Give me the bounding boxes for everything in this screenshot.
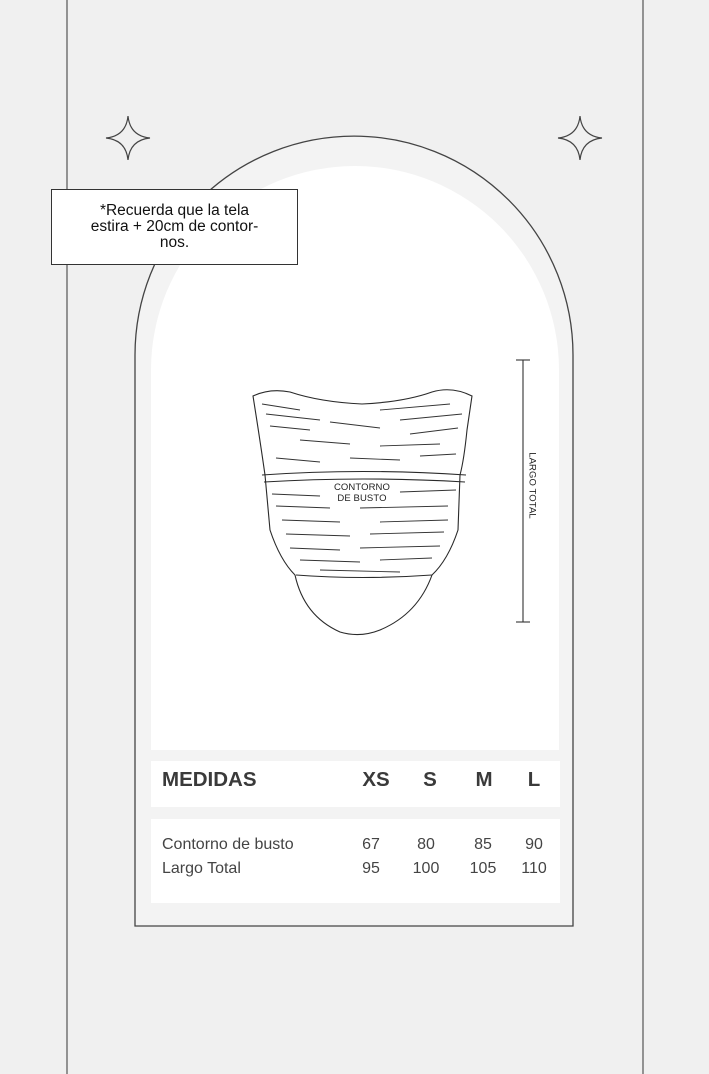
bust-label-line-2: DE BUSTO (337, 493, 387, 504)
total-length-label: LARGO TOTAL (526, 452, 538, 519)
row-label: Contorno de busto (162, 836, 294, 853)
row-value: 105 (469, 860, 497, 877)
row-value: 90 (525, 836, 543, 853)
table-title: MEDIDAS (162, 768, 257, 791)
note-line-1: *Recuerda que la tela (99, 202, 250, 219)
sparkle-icon (106, 116, 150, 160)
fabric-stretch-note (51, 189, 298, 265)
bust-label-line-1: CONTORNO (333, 482, 391, 493)
size-xs-header: XS (362, 768, 390, 791)
row-label: Largo Total (162, 860, 241, 877)
table-row (151, 833, 560, 857)
size-table-header (151, 761, 560, 807)
size-m-header: M (475, 768, 493, 791)
size-table-body (151, 819, 560, 903)
sparkle-icon (558, 116, 602, 160)
note-line-2: estira + 20cm de contor- (90, 218, 259, 235)
row-value: 85 (474, 836, 492, 853)
note-line-3: nos. (159, 234, 190, 251)
size-s-header: S (423, 768, 437, 791)
row-value: 95 (362, 860, 380, 877)
row-value: 100 (412, 860, 440, 877)
bust-contour-label (322, 482, 402, 504)
row-value: 80 (417, 836, 435, 853)
table-row (151, 857, 560, 881)
row-value: 67 (362, 836, 380, 853)
size-l-header: L (527, 768, 541, 791)
row-value: 110 (521, 860, 547, 877)
